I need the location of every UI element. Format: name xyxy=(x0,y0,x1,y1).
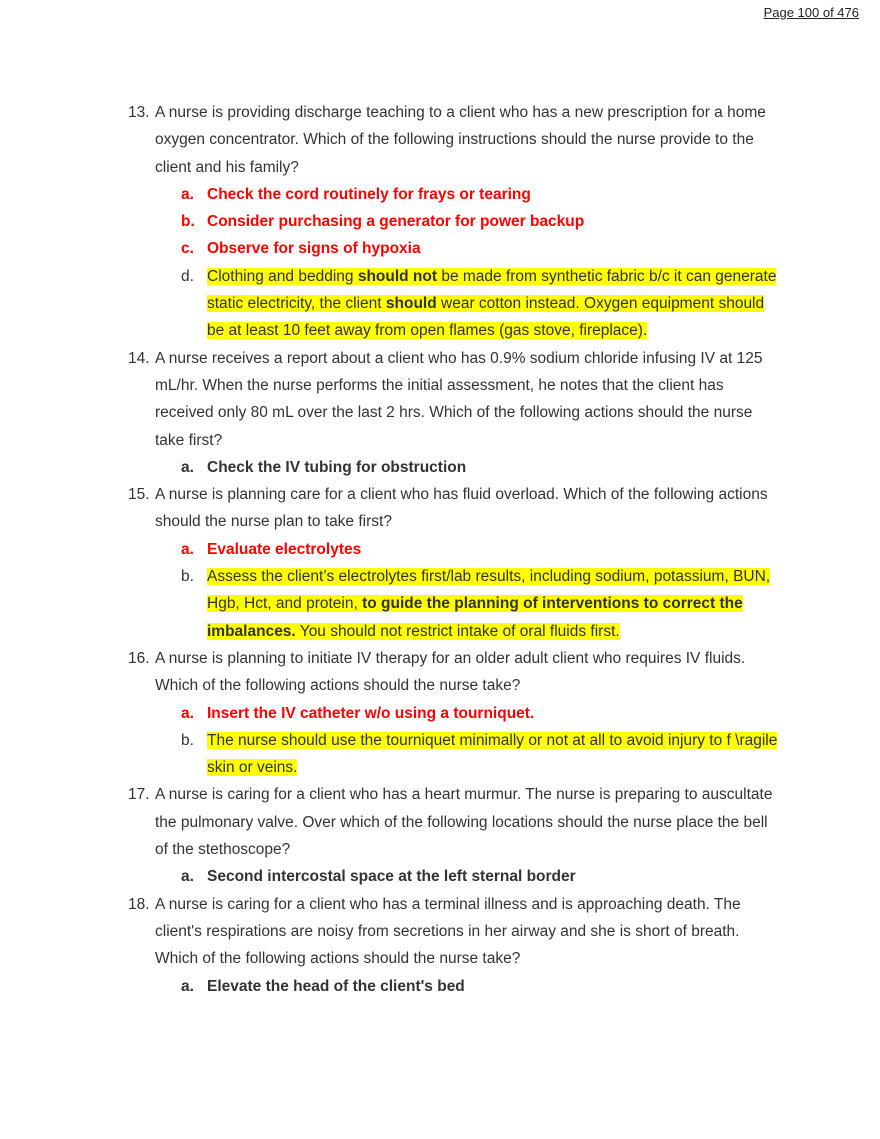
option-letter: a. xyxy=(181,704,194,722)
question-list xyxy=(128,99,778,1000)
rationale-emphasis: to guide the planning of interventions to correct the imbalances. xyxy=(207,595,743,640)
question-text: A nurse is caring for a client who has a heart murmur. The nurse is preparing to auscultate the pulmonary valve. Over which of the following locations should the nurse place the bell of the stethoscope? xyxy=(155,786,773,859)
question-17 xyxy=(128,781,778,890)
option-letter: b. xyxy=(181,731,194,749)
option-text: Observe for signs of hypoxia xyxy=(207,240,421,258)
option-letter: a. xyxy=(181,977,194,995)
option-letter: d. xyxy=(181,267,194,285)
question-number: 14. xyxy=(128,349,150,367)
answer-option-d xyxy=(181,263,778,345)
answer-option-a xyxy=(181,973,778,1000)
answer-option-a xyxy=(181,700,778,727)
question-text: A nurse is planning to initiate IV therapy for an older adult client who requires IV fluids. Which of the following actions should the nurse take? xyxy=(155,649,746,695)
option-text: Insert the IV catheter w/o using a tourniquet. xyxy=(207,704,535,722)
answer-option-b xyxy=(181,563,778,645)
option-letter: a. xyxy=(181,540,194,558)
answer-option-a xyxy=(181,863,778,890)
option-text: Elevate the head of the client's bed xyxy=(207,977,465,995)
rationale-text: be made from synthetic fabric b/c it can generate static electricity, the client xyxy=(207,267,777,313)
answer-option-b xyxy=(181,727,778,782)
answer-options xyxy=(181,454,778,481)
question-text: A nurse is providing discharge teaching to a client who has a new prescription for a home oxygen concentrator. Which of the following instructions should the nurse provide to the client and his family? xyxy=(155,104,766,176)
rationale-highlight xyxy=(207,568,770,640)
answer-options xyxy=(181,973,778,1000)
question-number: 15. xyxy=(128,486,150,504)
option-letter: a. xyxy=(181,458,194,476)
option-letter: b. xyxy=(181,213,195,231)
rationale-highlight: The nurse should use the tourniquet minimally or not at all to avoid injury to f \ragile skin or veins. xyxy=(207,731,778,777)
question-16 xyxy=(128,645,778,781)
rationale-text: wear cotton instead. Oxygen equipment should be at least 10 feet away from open flames (gas stove, fireplace). xyxy=(207,295,765,340)
option-letter: c. xyxy=(181,240,194,258)
option-text: Second intercostal space at the left sternal border xyxy=(207,868,576,886)
option-letter: a. xyxy=(181,185,194,203)
option-text: Consider purchasing a generator for power backup xyxy=(207,213,585,231)
answer-option-b xyxy=(181,208,778,235)
answer-option-c xyxy=(181,235,778,262)
option-letter: a. xyxy=(181,868,194,886)
option-text: Check the IV tubing for obstruction xyxy=(207,458,467,476)
question-15 xyxy=(128,481,778,645)
rationale-emphasis: should xyxy=(385,295,437,313)
answer-options xyxy=(181,700,778,782)
option-text: Check the cord routinely for frays or tearing xyxy=(207,185,531,203)
option-letter: b. xyxy=(181,568,194,586)
answer-option-a xyxy=(181,454,778,481)
question-text: A nurse is planning care for a client who has fluid overload. Which of the following actions should the nurse plan to take first? xyxy=(155,486,768,531)
question-number: 17. xyxy=(128,786,150,804)
question-14 xyxy=(128,345,778,481)
rationale-emphasis: should not xyxy=(357,267,438,285)
answer-option-a xyxy=(181,536,778,563)
rationale-highlight xyxy=(207,268,776,340)
question-18 xyxy=(128,891,778,1000)
question-number: 18. xyxy=(128,895,150,913)
question-13 xyxy=(128,99,778,345)
page-number: Page 100 of 476 xyxy=(763,5,859,20)
rationale-text: Clothing and bedding xyxy=(207,267,358,285)
option-text: Evaluate electrolytes xyxy=(207,540,362,558)
question-number: 16. xyxy=(128,649,150,667)
question-text: A nurse receives a report about a client who has 0.9% sodium chloride infusing IV at 125 mL/hr. When the nurse performs the initial assessment, he notes that the client has received only 80 mL over the last 2 hrs. Which of the following actions should the nurse take first? xyxy=(155,349,763,449)
answer-options xyxy=(181,181,778,345)
answer-options xyxy=(181,536,778,645)
rationale-text: You should not restrict intake of oral fluids first. xyxy=(295,622,620,640)
question-text: A nurse is caring for a client who has a terminal illness and is approaching death. The client's respirations are noisy from secretions in her airway and she is short of breath. Which of the following actions should the nurse take? xyxy=(155,895,741,968)
answer-option-a xyxy=(181,181,778,208)
question-number: 13. xyxy=(128,104,150,121)
answer-options xyxy=(181,863,778,890)
rationale-text: Assess the client’s electrolytes first/lab results, including sodium, potassium, BUN, Hgb, Hct, and protein, xyxy=(207,568,771,613)
